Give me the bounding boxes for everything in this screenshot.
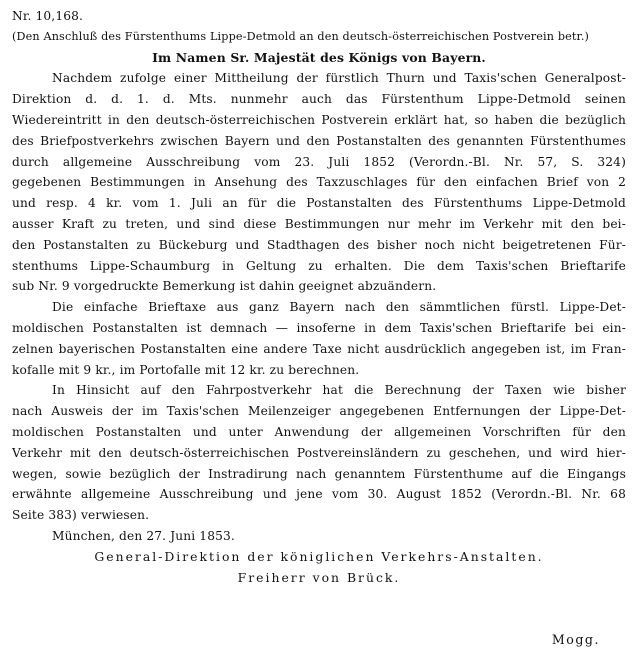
body-line: erwähnte allgemeine Ausschreibung und jene vom 30. August 1852 (Verordn.-Bl. Nr. 68 <box>12 487 626 502</box>
body-line: und resp. 4 kr. vom 1. Juli an für die Postanstalten des Fürstenthums Lippe-Detmold <box>12 196 626 211</box>
body-line: durch allgemeine Ausschreibung vom 23. Juli 1852 (Verordn.-Bl. Nr. 57, S. 324) <box>12 154 626 169</box>
body-line: des Briefpostverkehrs zwischen Bayern und den Postanstalten des genannten Fürstenthumes <box>12 133 626 148</box>
body-line: Nachdem zufolge einer Mittheilung der fürstlich Thurn und Taxis'schen Generalpost- <box>52 71 626 86</box>
body-line: moldischen Postanstalten ist demnach — insoferne in dem Taxis'schen Brieftarife bei ein- <box>12 320 626 335</box>
decree-subject: (Den Anschluß des Fürstenthums Lippe-Detmold an den deutsch-österreichischen Postverein betr.) <box>12 29 590 43</box>
body-line: nach Ausweis der im Taxis'schen Meilenzeiger angegebenen Entfernungen der Lippe-Det- <box>12 404 626 419</box>
body-line: Direktion d. d. 1. d. Mts. nunmehr auch das Fürstenthum Lippe-Detmold seinen <box>12 92 626 107</box>
body-line: ausser Kraft zu treten, und sind diese Bestimmungen nur mehr im Verkehr mit den bei- <box>12 216 626 231</box>
body-line: Seite 383) verwiesen. <box>12 508 150 523</box>
body-line: gegebenen Bestimmungen in Ansehung des Taxzuschlages für den einfachen Brief von 2 <box>12 175 626 190</box>
body-line: Wiedereintritt in den deutsch-österreichischen Postverein erklärt hat, so haben die bezüglich <box>12 112 626 127</box>
date-line: München, den 27. Juni 1853. <box>52 528 235 543</box>
body-line: stenthums Lippe-Schaumburg in Geltung zu erhalten. Die dem Taxis'schen Brieftarife <box>12 258 626 273</box>
body-line: kofalle mit 9 kr., im Portofalle mit 12 kr. zu berechnen. <box>12 362 360 377</box>
body-line: wegen, sowie bezüglich der Instradirung nach genanntem Fürstenthume auf die Eingangs <box>12 466 626 481</box>
decree-preamble: Im Namen Sr. Majestät des Königs von Bayern. <box>152 49 486 65</box>
issuing-authority: General-Direktion der königlichen Verkehrs-Anstalten. <box>94 548 544 564</box>
decree-number: Nr. 10,168. <box>12 9 84 23</box>
decree-body <box>12 68 626 526</box>
body-line: moldischen Postanstalten und unter Anwendung der allgemeinen Vorschriften für den <box>12 424 626 439</box>
body-line: den Postanstalten zu Bückeburg und Stadthagen des bisher noch nicht beigetretenen Für- <box>12 237 626 252</box>
body-line: sub Nr. 9 vorgedruckte Bemerkung ist dahin geeignet abzuändern. <box>12 279 437 294</box>
body-line: zelnen bayerischen Postanstalten eine andere Taxe nicht ausdrücklich angegeben ist, im Fran- <box>12 341 626 356</box>
body-line: Verkehr mit den deutsch-österreichischen Postvereinsländern zu geschehen, und wird hier- <box>12 445 626 460</box>
body-line: In Hinsicht auf den Fahrpostverkehr hat die Berechnung der Taxen wie bisher <box>52 383 626 398</box>
body-line: Die einfache Brieftaxe aus ganz Bayern nach den sämmtlichen fürstl. Lippe-Det- <box>52 300 626 315</box>
countersignature: Mogg. <box>551 632 600 647</box>
signatory-name: Freiherr von Brück. <box>237 569 401 585</box>
